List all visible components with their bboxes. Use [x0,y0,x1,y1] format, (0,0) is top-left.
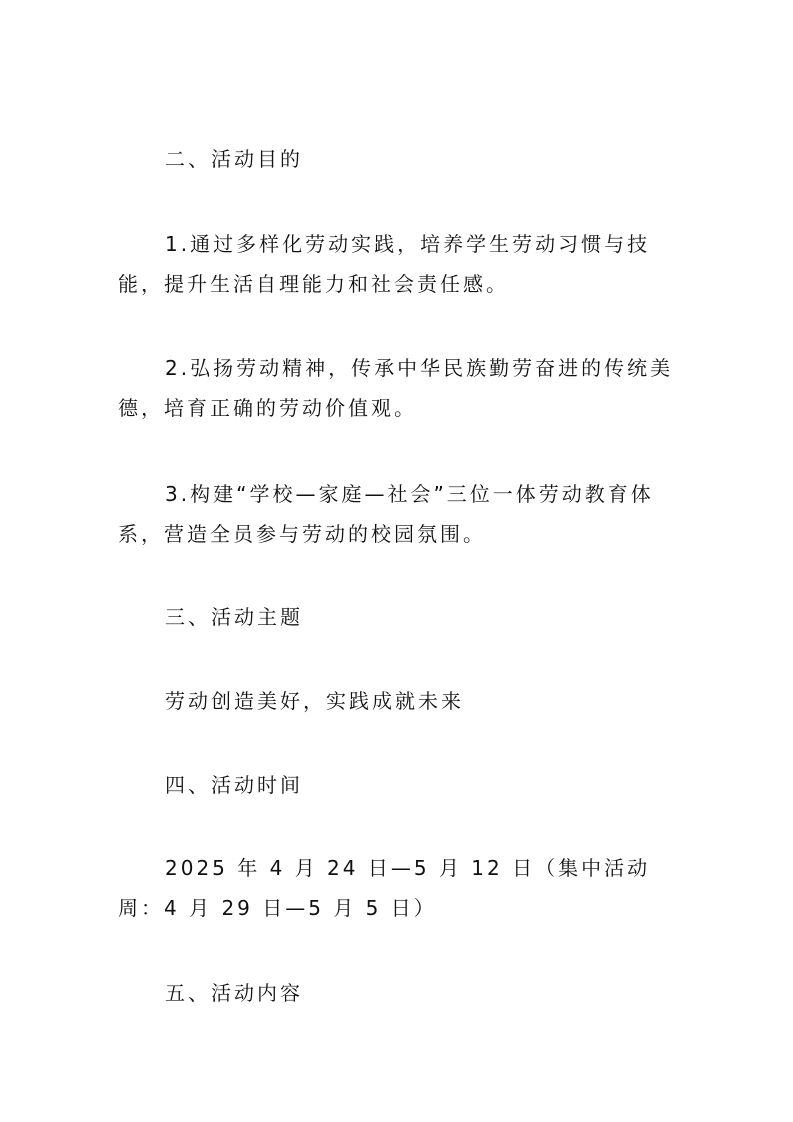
section-heading-time: 四、活动时间 [165,773,303,797]
theme-text: 劳动创造美好，实践成就未来 [165,689,464,713]
section-heading-content: 五、活动内容 [165,981,303,1005]
section-heading-purpose: 二、活动目的 [165,147,303,171]
purpose-item-1: 1.通过多样化劳动实践，培养学生劳动习惯与技能，提升生活自理能力和社会责任感。 [118,232,651,296]
purpose-item-2: 2.弘扬劳动精神，传承中华民族勤劳奋进的传统美德，培育正确的劳动价值观。 [118,356,674,420]
time-text: 2025 年 4 月 24 日—5 月 12 日（集中活动周：4 月 29 日—5 月 5 日） [118,856,651,920]
purpose-item-3: 3.构建“学校—家庭—社会”三位一体劳动教育体系，营造全员参与劳动的校园氛围。 [118,482,654,546]
section-heading-theme: 三、活动主题 [165,605,303,629]
